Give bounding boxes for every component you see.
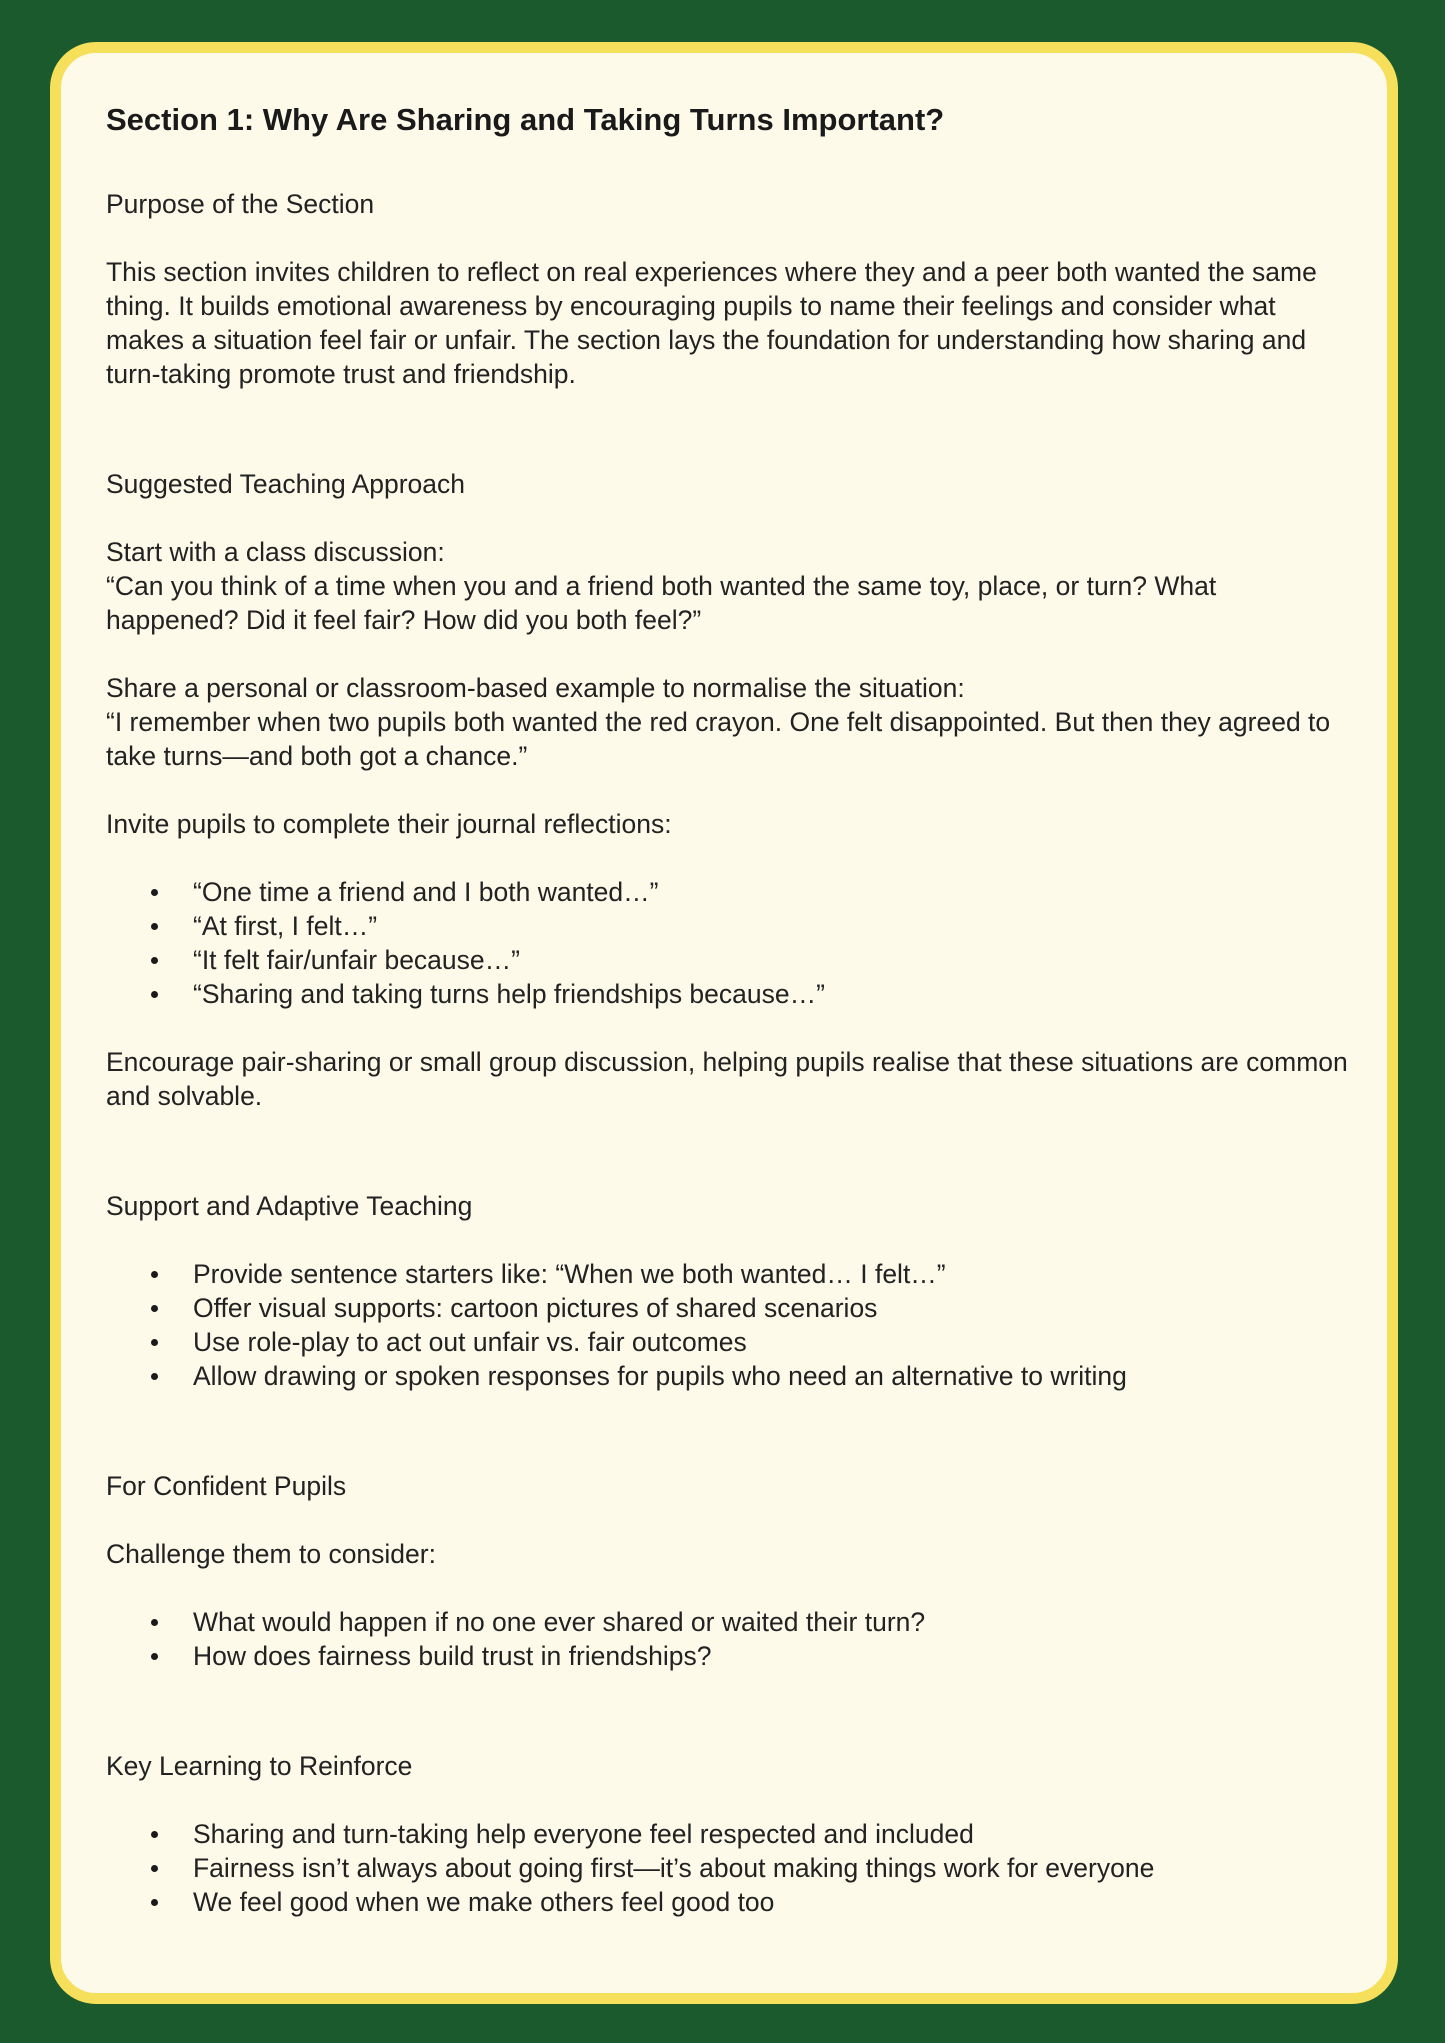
list-item: Fairness isn’t always about going first—it’s about making things work for everyone (106, 1851, 1356, 1885)
key-learning-list (106, 1817, 1356, 1919)
list-item: “It felt fair/unfair because…” (106, 943, 1356, 977)
page-title: Section 1: Why Are Sharing and Taking Turns Important? (106, 102, 945, 137)
confident-heading: For Confident Pupils (106, 1471, 347, 1501)
list-item: Provide sentence starters like: “When we both wanted… I felt…” (106, 1257, 1356, 1291)
list-item: Sharing and turn-taking help everyone feel respected and included (106, 1817, 1356, 1851)
confident-list (106, 1605, 1356, 1673)
document-content (106, 100, 1356, 1919)
support-heading: Support and Adaptive Teaching (106, 1191, 473, 1221)
list-item: “One time a friend and I both wanted…” (106, 875, 1356, 909)
purpose-heading: Purpose of the Section (106, 189, 375, 219)
approach-journal-intro: Invite pupils to complete their journal reflections: (106, 809, 672, 839)
list-item: “Sharing and taking turns help friendships because…” (106, 977, 1356, 1011)
approach-example-quote: “I remember when two pupils both wanted the red crayon. One felt disappointed. But then they agreed to take turns—and both got a chance.” (106, 707, 1331, 771)
list-item: “At first, I felt…” (106, 909, 1356, 943)
support-list (106, 1257, 1356, 1393)
purpose-text: This section invites children to reflect on real experiences where they and a peer both wanted the same thing. It builds emotional awareness by encouraging pupils to name their feelings and consider what makes a situation feel fair or unfair. The section lays the foundation for understanding how sharing and turn-taking promote trust and friendship. (106, 257, 1317, 389)
approach-example-intro: Share a personal or classroom-based example to normalise the situation: (106, 673, 965, 703)
list-item: Offer visual supports: cartoon pictures of shared scenarios (106, 1291, 1356, 1325)
approach-quote: “Can you think of a time when you and a friend both wanted the same toy, place, or turn? What happened? Did it feel fair? How did you both feel?” (106, 571, 1217, 635)
list-item: We feel good when we make others feel good too (106, 1885, 1356, 1919)
confident-intro: Challenge them to consider: (106, 1539, 436, 1569)
approach-heading: Suggested Teaching Approach (106, 469, 466, 499)
list-item: What would happen if no one ever shared or waited their turn? (106, 1605, 1356, 1639)
key-learning-heading: Key Learning to Reinforce (106, 1751, 413, 1781)
list-item: Allow drawing or spoken responses for pupils who need an alternative to writing (106, 1359, 1356, 1393)
journal-prompts-list (106, 875, 1356, 1011)
approach-intro: Start with a class discussion: (106, 537, 445, 567)
list-item: Use role-play to act out unfair vs. fair outcomes (106, 1325, 1356, 1359)
list-item: How does fairness build trust in friendships? (106, 1639, 1356, 1673)
approach-discussion-text: Encourage pair-sharing or small group discussion, helping pupils realise that these situations are common and solvable. (106, 1047, 1348, 1111)
